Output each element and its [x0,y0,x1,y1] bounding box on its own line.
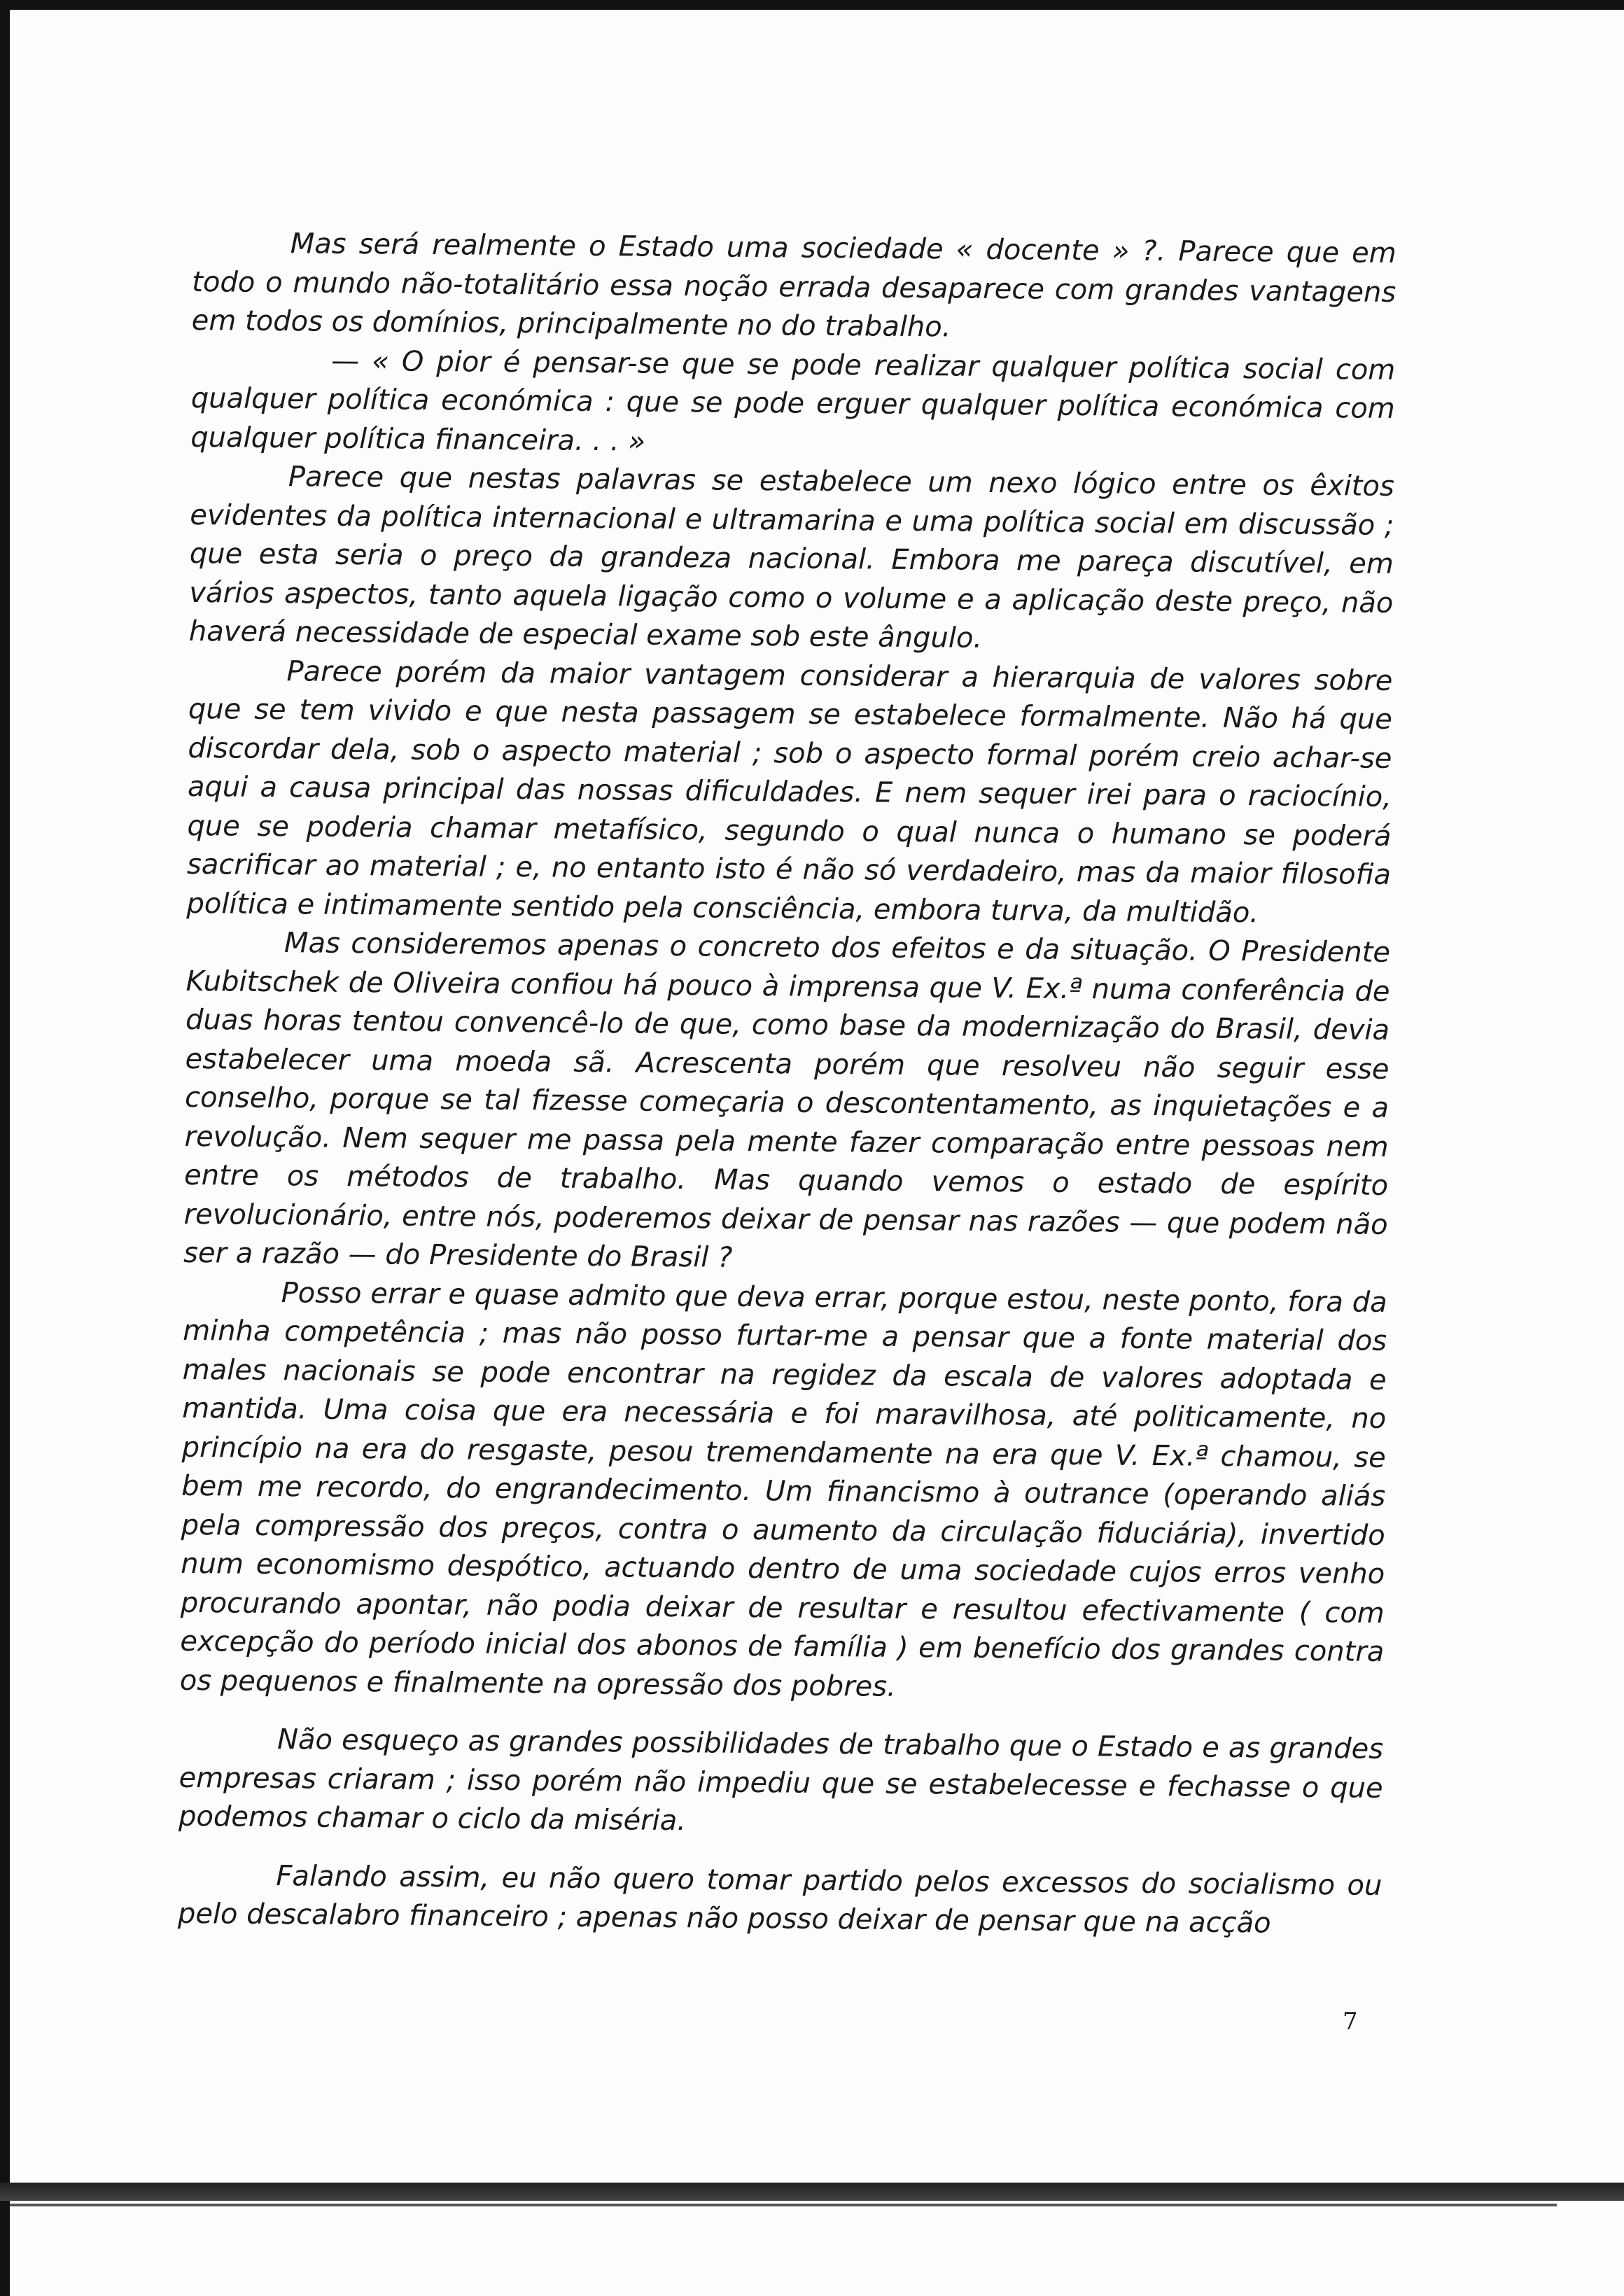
paragraph-4: Parece porém da maior vantagem considerar a hierarquia de valores sobre que se tem vivido e que nesta passagem se estabelece formalmente. Não há que discordar dela, sob o aspecto material ; sob o aspecto formal porém creio achar-se aqui a causa principal das nossas dificuldades. E nem sequer irei para o raciocínio, que se poderia chamar metafísico, segundo o qual nunca o humano se poderá sacrificar ao material ; e, no entanto isto é não só verdadeiro, mas da maior filosofia política e intimamente sentido pela consciência, embora turva, da multidão. [186,654,1393,929]
page-number: 7 [1343,2008,1358,2036]
paragraph-1: Mas será realmente o Estado uma sociedade « docente » ?. Parece que em todo o mundo não-totalitário essa noção errada desaparece com grandes vantagens em todos os domínios, principalmente no do trabalho. [191,227,1396,344]
paragraph-7: Não esqueço as grandes possibilidades de trabalho que o Estado e as grandes empresas criaram ; isso porém não impediu que se estabelecesse e fechasse o que podemos chamar o ciclo da miséria. [178,1723,1384,1837]
paragraph-5: Mas consideremos apenas o concreto dos efeitos e da situação. O Presidente Kubitschek de Oliveira confiou há pouco à imprensa que V. Ex.ª numa conferência de duas horas tentou convencê-lo de que, como base da modernização do Brasil, devia estabelecer uma moeda sã. Acrescenta porém que resolveu não seguir esse conselho, porque se tal fizesse começaria o descontentamento, as inquietações e a revolução. Nem sequer me passa pela mente fazer comparação entre pessoas nem entre os métodos de trabalho. Mas quando vemos o estado de espírito revolucionário, entre nós, poderemos deixar de pensar nas razões — que podem não ser a razão — do Presidente do Brasil ? [183,927,1391,1274]
bottom-border [0,2183,1624,2201]
paragraph-2-quote: — « O pior é pensar-se que se pode realizar qualquer política social com qualquer política económica : que se pode erguer qualquer política económica com qualquer política financeira. . . » [190,344,1396,458]
paragraph-8: Falando assim, eu não quero tomar partido pelos excessos do socialismo ou pelo descalabro financeiro ; apenas não posso deixar de pensar que na acção [177,1859,1382,1940]
body-text [178,224,1396,1944]
top-border [0,0,1624,10]
paragraph-3: Parece que nestas palavras se estabelece um nexo lógico entre os êxitos evidentes da política internacional e ultramarina e uma política social em discussão ; que esta seria o preço da grandeza nacional. Embora me pareça discutível, em vários aspectos, tanto aquela ligação como o volume e a aplicação deste preço, não haverá necessidade de especial exame sob este ângulo. [188,461,1394,654]
paragraph-6: Posso errar e quase admito que deva errar, porque estou, neste ponto, fora da minha competência ; mas não posso furtar-me a pensar que a fonte material dos males nacionais se pode encontrar na regidez da escala de valores adoptada e mantida. Uma coisa que era necessária e foi maravilhosa, até politicamente, no princípio na era do resgaste, pesou tremendamente na era que V. Ex.ª chamou, se bem me recordo, do engrandecimento. Um financismo à outrance (operando aliás pela compressão dos preços, contra o aumento da circulação fiduciária), invertido num economismo despótico, actuando dentro de uma sociedade cujos erros venho procurando apontar, não podia deixar de resultar e resultou efectivamente ( com excepção do período inicial dos abonos de família ) em benefício dos grandes contra os pequenos e finalmente na opressão dos pobres. [179,1276,1387,1703]
left-border [0,0,10,2296]
bottom-border-fine [10,2204,1557,2206]
